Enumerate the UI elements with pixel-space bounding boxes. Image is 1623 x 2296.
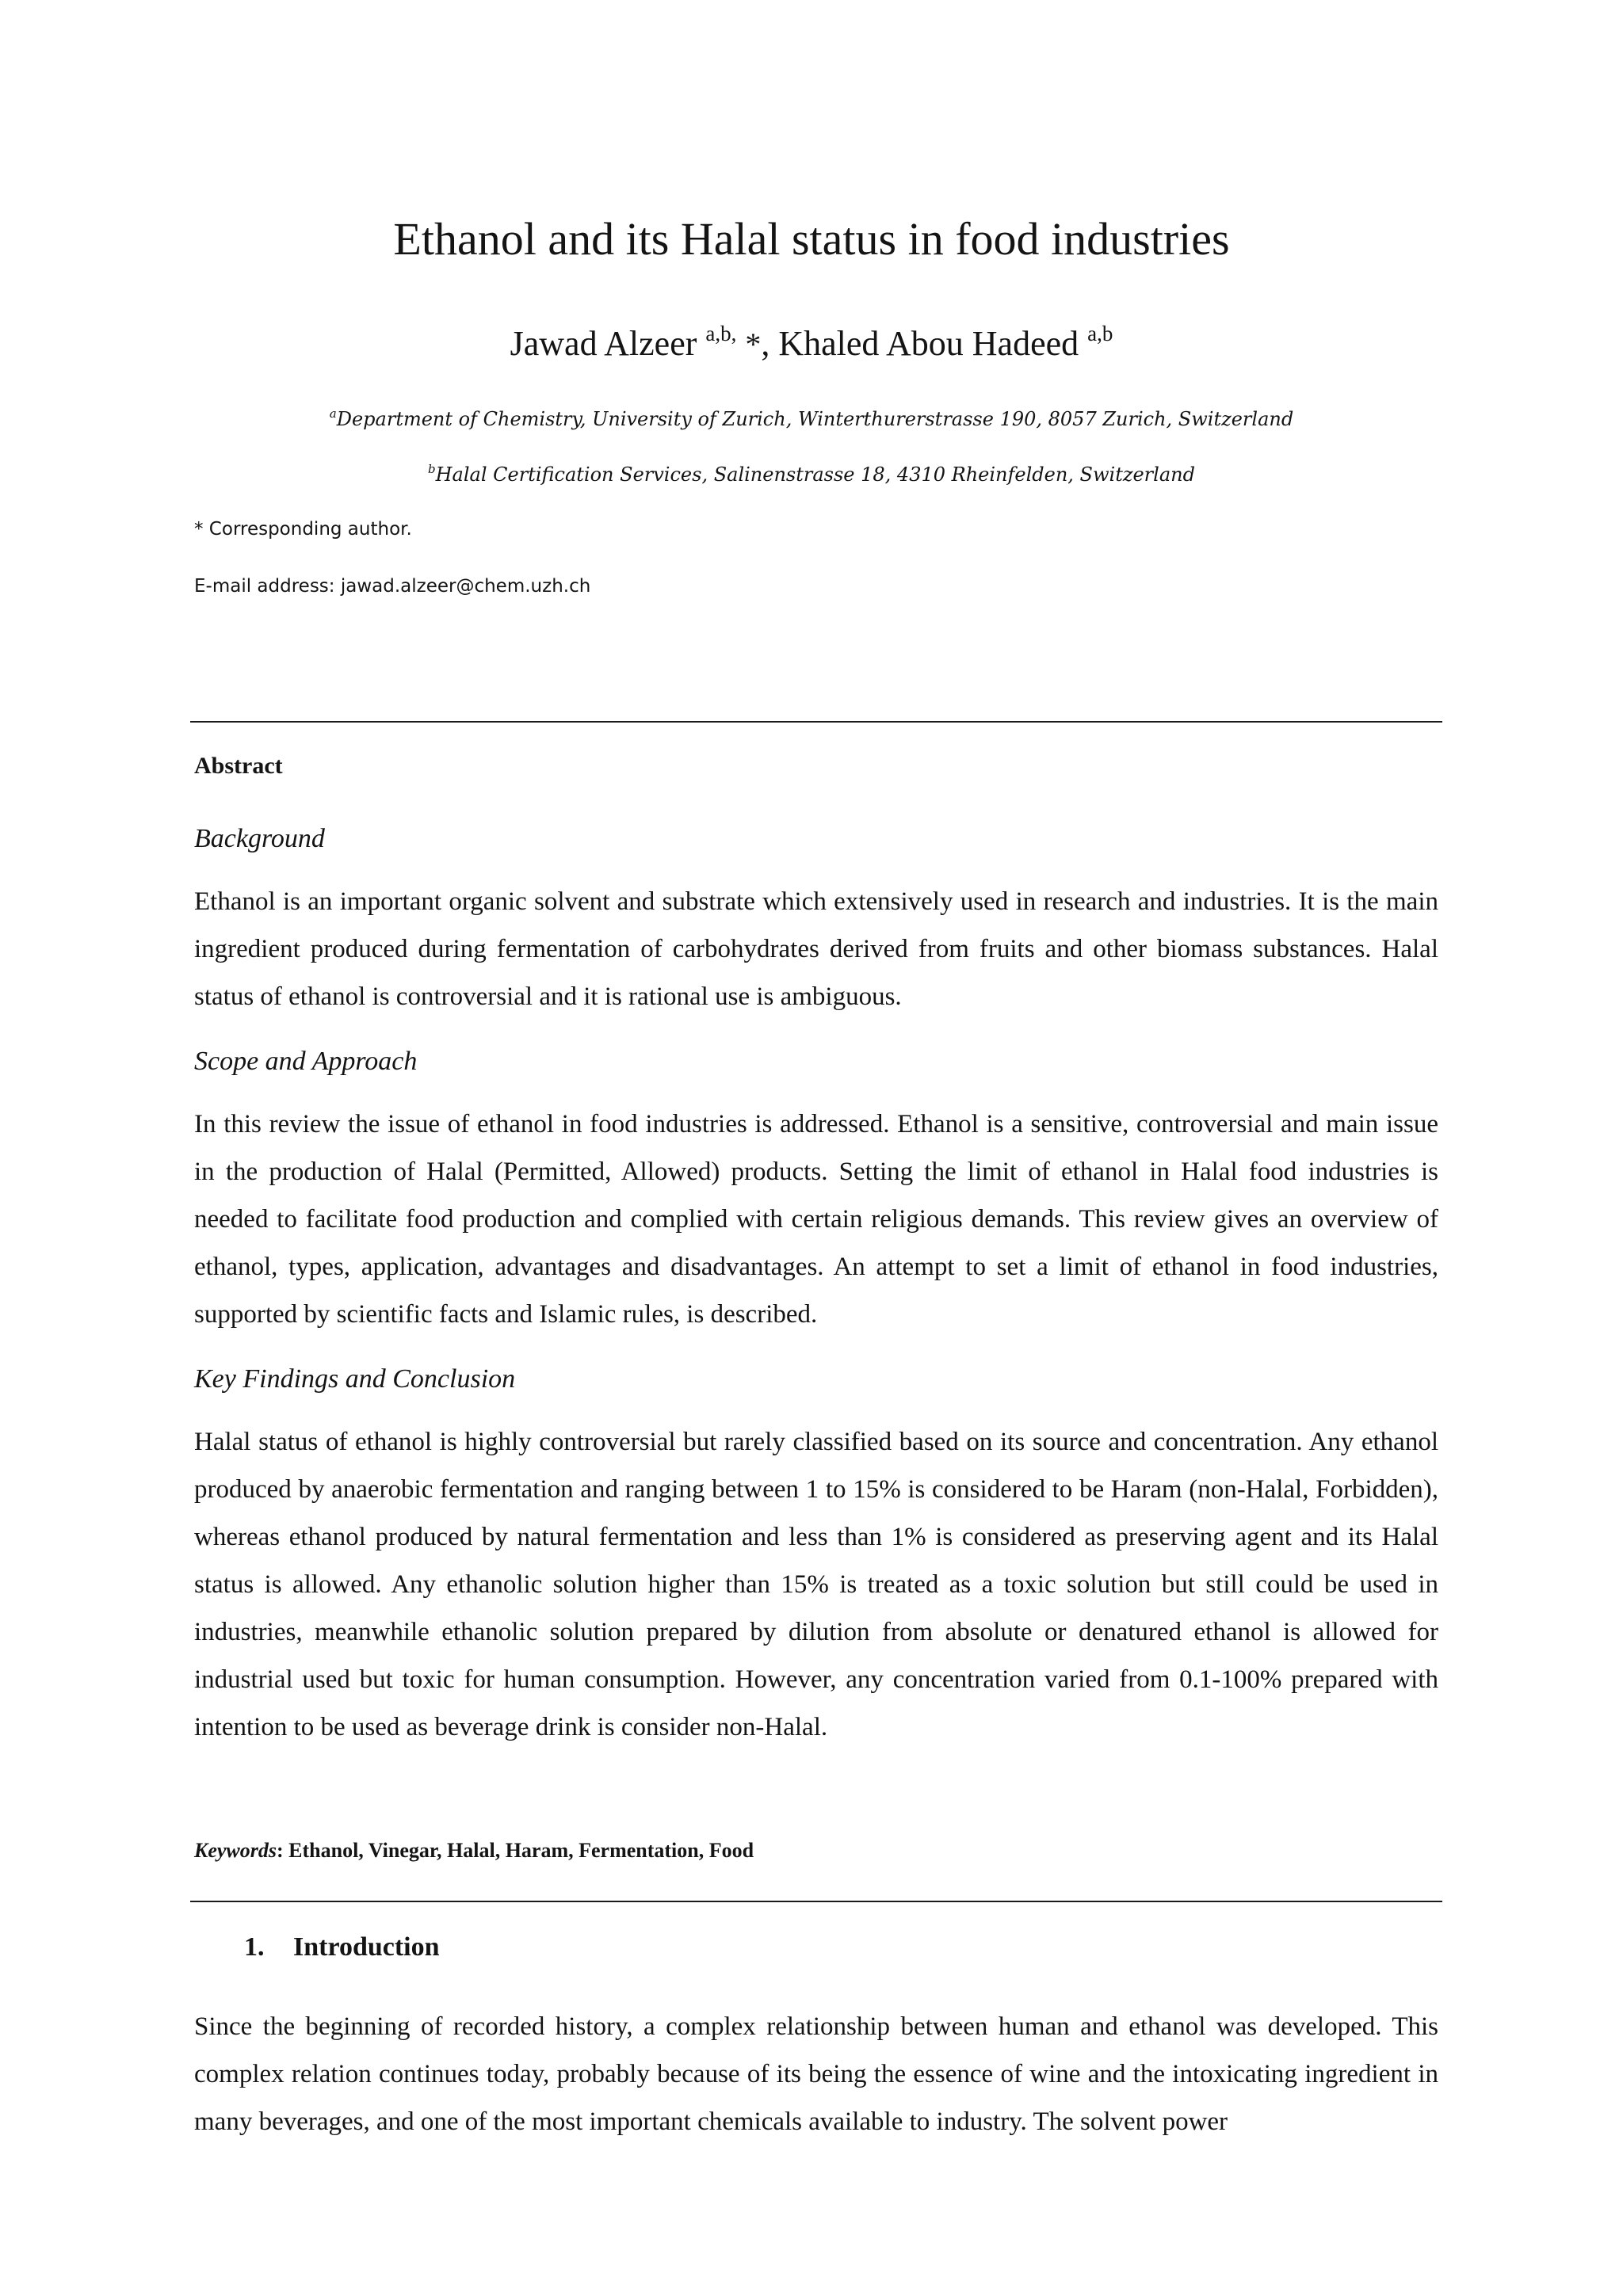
- divider-top: [190, 721, 1442, 723]
- section-number: 1.: [244, 1932, 265, 1962]
- keywords-label: Keywords: [194, 1839, 277, 1862]
- affiliation-text: Halal Certification Services, Salinenstrasse 18, 4310 Rheinfelden, Switzerland: [435, 463, 1195, 486]
- author-name: Jawad Alzeer: [510, 324, 697, 363]
- author-separator: ,: [761, 324, 779, 363]
- author-name: Khaled Abou Hadeed: [778, 324, 1079, 363]
- scope-paragraph: In this review the issue of ethanol in food industries is addressed. Ethanol is a sensitive, controversial and main issue in the production of Halal (Permitted, Allowed) products. Setting the limit of ethanol in Halal food industries is needed to facilitate food production and complied with certain religious demands. This review gives an overview of ethanol, types, application, advantages and disadvantages. An attempt to set a limit of ethanol in food industries, supported by scientific facts and Islamic rules, is described.: [194, 1110, 1438, 1329]
- findings-heading: Key Findings and Conclusion: [194, 1364, 516, 1394]
- corresponding-author-note: * Corresponding author.: [194, 519, 412, 540]
- abstract-heading: Abstract: [194, 753, 283, 779]
- divider-bottom: [190, 1901, 1442, 1902]
- affiliation-text: Department of Chemistry, University of Zurich, Winterthurerstrasse 190, 8057 Zurich, Switzerland: [336, 408, 1294, 430]
- section-title: Introduction: [293, 1932, 440, 1962]
- keywords-text: : Ethanol, Vinegar, Halal, Haram, Fermentation, Food: [277, 1839, 754, 1862]
- affiliation-marker: a: [329, 406, 337, 421]
- corresponding-mark: *: [745, 326, 762, 362]
- paper-title: Ethanol and its Halal status in food industries: [393, 213, 1230, 265]
- background-heading: Background: [194, 824, 325, 853]
- background-paragraph: Ethanol is an important organic solvent and substrate which extensively used in research and industries. It is the main ingredient produced during fermentation of carbohydrates derived from fruits and other biomass substances. Halal status of ethanol is controversial and it is rational use is ambiguous.: [194, 887, 1438, 1011]
- author-affiliation-marker: a,b: [1087, 322, 1113, 345]
- affiliation-b: [0, 461, 1623, 490]
- scope-heading: Scope and Approach: [194, 1047, 418, 1076]
- affiliation-marker: b: [428, 462, 436, 476]
- affiliation-a: [0, 406, 1623, 435]
- email-address: E-mail address: jawad.alzeer@chem.uzh.ch: [194, 576, 591, 597]
- author-affiliation-marker: a,b,: [705, 322, 737, 345]
- author-line: [0, 320, 1623, 372]
- findings-paragraph: Halal status of ethanol is highly controversial but rarely classified based on its source and concentration. Any ethanol produced by anaerobic fermentation and ranging between 1 to 15% is considered to be Haram (non-Halal, Forbidden), whereas ethanol produced by natural fermentation and less than 1% is considered as preserving agent and its Halal status is allowed. Any ethanolic solution higher than 15% is treated as a toxic solution but still could be used in industries, meanwhile ethanolic solution prepared by dilution from absolute or denatured ethanol is allowed for industrial used but toxic for human consumption. However, any concentration varied from 0.1-100% prepared with intention to be used as beverage drink is consider non-Halal.: [194, 1428, 1438, 1741]
- introduction-heading: [244, 1929, 440, 1966]
- introduction-paragraph: Since the beginning of recorded history, a complex relationship between human and ethanol was developed. This complex relation continues today, probably because of its being the essence of wine and the intoxicating ingredient in many beverages, and one of the most important chemicals available to industry. The solvent power: [194, 2012, 1438, 2136]
- keywords-line: [194, 1836, 754, 1865]
